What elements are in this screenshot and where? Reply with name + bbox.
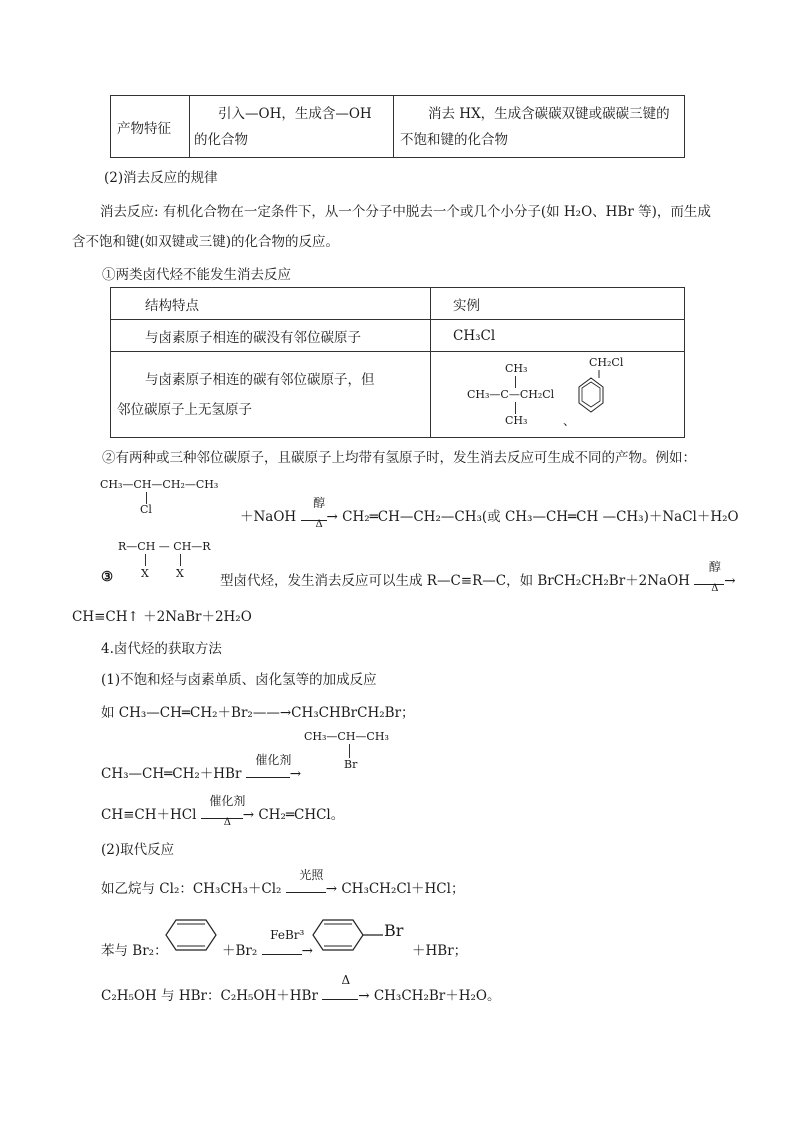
rule-text — [220, 560, 736, 594]
example-reaction — [101, 973, 501, 1004]
example-reaction — [101, 868, 465, 897]
section-heading: (2)消去反应的规律 — [104, 170, 218, 186]
bond-line — [180, 554, 181, 566]
cell-text: 邻位碳原子上无氢原子 — [117, 401, 252, 418]
reaction-arrow: 醇 → Δ — [694, 573, 735, 589]
struct-dihalide: R—CH — CH—R — [118, 540, 211, 553]
table-cell-substitution — [190, 96, 394, 158]
reagent: ＋Br₂ — [222, 943, 258, 959]
struct-br: Br — [344, 758, 358, 771]
rule-heading: ①两类卤代烃不能发生消去反应 — [102, 267, 291, 283]
cell-text: 消去 HX，生成含碳碳双键或碳碳三键的 — [428, 105, 670, 122]
arrow-condition: 催化剂 — [255, 753, 292, 767]
arrow-condition: Δ — [341, 973, 351, 987]
products: ＋HBr； — [412, 943, 468, 959]
section-heading: 4.卤代烃的获取方法 — [101, 641, 222, 657]
arrow-condition: Δ — [223, 817, 231, 828]
table-cell: 与卤素原子相连的碳没有邻位碳原子 — [111, 320, 431, 352]
struct-cl: Cl — [140, 503, 152, 516]
example-reaction — [101, 753, 302, 782]
property-table — [110, 95, 685, 158]
bond-line — [515, 376, 516, 388]
example-structures-cell — [431, 352, 685, 438]
rule-continuation: CH≡CH↑ ＋2NaBr＋2H₂O — [72, 609, 252, 625]
bond-line — [515, 402, 516, 414]
struct-ch3-bottom: CH₃ — [505, 414, 528, 427]
subsection-heading: (1)不饱和烃与卤素单质、卤化氢等的加成反应 — [101, 672, 377, 688]
reaction-line — [240, 496, 739, 530]
products: CH₂═CH—CH₂—CH₃(或 CH₃—CH═CH —CH₃)＋NaCl＋H₂O — [342, 509, 739, 525]
products: CH₃CH₂Br＋H₂O。 — [373, 988, 501, 1004]
arrow-condition: 醇 — [708, 560, 721, 574]
benzyl-chloride-label: CH₂Cl — [589, 356, 624, 369]
arrow-condition: 光照 — [299, 868, 324, 882]
rule-marker: ③ — [101, 569, 114, 585]
separator-mark: 、 — [563, 414, 576, 428]
table-label: 产物特征 — [117, 120, 171, 137]
cell-text: 与卤素原子相连的碳有邻位碳原子，但 — [145, 371, 375, 388]
rule-text-body: 型卤代烃，发生消去反应可以生成 R—C≡R—C，如 BrCH₂CH₂Br＋2NaOH — [220, 573, 690, 589]
reaction-arrow: Δ → — [322, 988, 369, 1004]
reactants: CH₃—CH═CH₂＋HBr — [101, 766, 242, 782]
rule-table — [110, 287, 685, 438]
arrow-condition: 催化剂 — [209, 794, 246, 808]
struct-ch3-top: CH₃ — [505, 362, 528, 375]
cell-text: 的化合物 — [194, 131, 248, 148]
struct-x: X — [176, 567, 184, 580]
reactants: 如乙烷与 Cl₂：CH₃CH₃＋Cl₂ — [101, 881, 282, 897]
arrow-condition: 醇 — [313, 496, 326, 510]
table-cell — [111, 352, 431, 438]
example-reaction: 如 CH₃—CH═CH₂＋Br₂——→CH₃CHBrCH₂Br； — [101, 705, 415, 721]
arrow-condition: FeBr³ — [270, 928, 305, 942]
products: CH₃CH₂Cl＋HCl； — [341, 881, 465, 897]
reaction-line — [222, 928, 313, 959]
reaction-arrow: FeBr³ → — [262, 943, 313, 959]
table-cell: CH₃Cl — [431, 320, 685, 352]
reaction-arrow: 醇 → Δ — [301, 509, 338, 525]
subsection-heading: (2)取代反应 — [101, 842, 175, 858]
benzene-ring-icon — [571, 370, 611, 418]
reaction-arrow: 光照 → — [286, 881, 337, 897]
reactants: CH≡CH＋HCl — [101, 807, 197, 823]
struct-isopropyl: CH₃—CH—CH₃ — [304, 730, 389, 743]
arrow-condition: Δ — [315, 519, 323, 530]
example-label: 苯与 Br₂： — [101, 943, 168, 959]
table-cell-elimination — [394, 96, 685, 158]
table-label-cell — [111, 96, 190, 158]
bond-line — [349, 744, 350, 758]
rule-text: ②有两种或三种邻位碳原子，且碳原子上均带有氢原子时，发生消去反应可生成不同的产物。例如： — [102, 450, 696, 466]
struct-x: X — [141, 567, 149, 580]
benzene-ring-icon — [164, 918, 218, 952]
bromobenzene-ring-icon — [311, 918, 383, 952]
table-header: 结构特点 — [111, 288, 431, 320]
bond-line — [145, 554, 146, 566]
cell-text: 不饱和键的化合物 — [400, 131, 508, 148]
struct-main-chain: CH₃—C—CH₂Cl — [467, 388, 555, 401]
bromine-label: Br — [384, 921, 404, 940]
table-header: 实例 — [431, 288, 685, 320]
reaction-arrow: 催化剂 → — [246, 766, 301, 782]
cell-text: 引入—OH，生成含—OH — [218, 105, 372, 122]
reactants: C₂H₅OH 与 HBr：C₂H₅OH＋HBr — [101, 988, 318, 1004]
definition-text: 含不饱和键(如双键或三键)的化合物的反应。 — [72, 234, 340, 250]
struct-butane-chain: CH₃—CH—CH₂—CH₃ — [100, 478, 219, 491]
reaction-arrow: 催化剂 → Δ — [201, 807, 254, 823]
definition-text: 消去反应: 有机化合物在一定条件下，从一个分子中脱去一个或几个小分子(如 H₂O、HBr 等)，而生成 — [100, 204, 711, 220]
reagent: ＋NaOH — [240, 509, 297, 525]
arrow-condition: Δ — [711, 583, 719, 594]
example-reaction — [101, 794, 345, 828]
products: CH₂═CHCl。 — [258, 807, 345, 823]
